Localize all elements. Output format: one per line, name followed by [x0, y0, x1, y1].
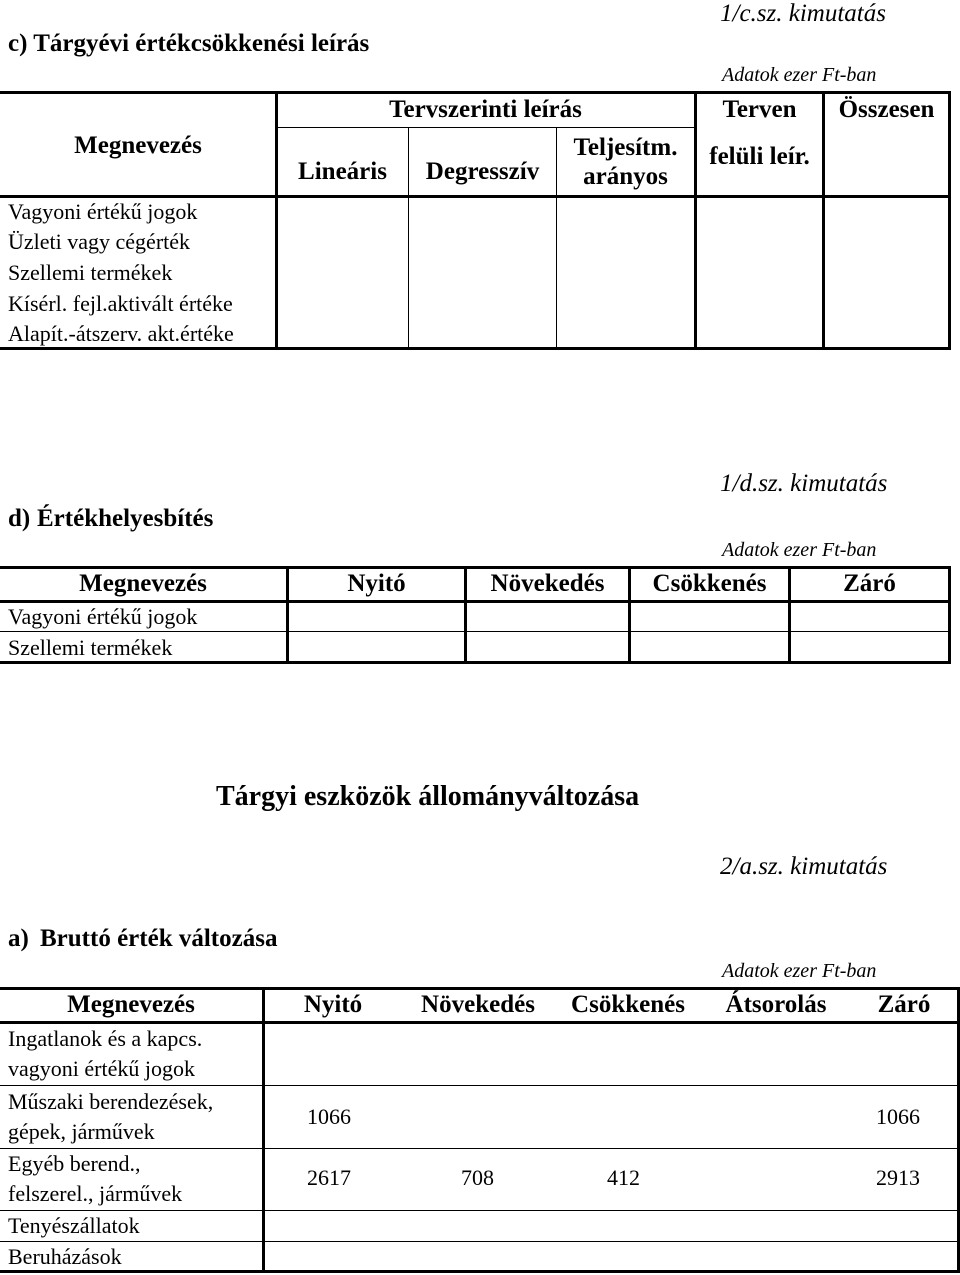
- table-2a-row-divider: [0, 1085, 960, 1086]
- section-c-unit: Adatok ezer Ft-ban: [722, 64, 877, 86]
- table-c-row-label: Üzleti vagy cégérték: [8, 229, 191, 254]
- section-2a-title: Bruttó érték változása: [40, 925, 278, 952]
- table-2a-row-label: Műszaki berendezések,: [8, 1089, 214, 1114]
- table-2a-cell-opening: 1066: [307, 1104, 351, 1129]
- table-c-header-unplanned-line1: Terven: [722, 96, 797, 123]
- table-2a-row-label: Tenyészállatok: [8, 1213, 140, 1238]
- table-c-header-performance-line2: arányos: [583, 163, 668, 190]
- table-2a-cell-increase: 708: [461, 1165, 494, 1190]
- table-2a-col-divider: [262, 987, 265, 1273]
- table-2a-row-label: felszerel., járművek: [8, 1181, 183, 1206]
- table-c-header-planned: Tervszerinti leírás: [389, 96, 582, 123]
- table-c-header-linear: Lineáris: [298, 158, 387, 185]
- table-d-header-opening: Nyitó: [347, 570, 406, 597]
- table-2a-row-label: vagyoni értékű jogok: [8, 1056, 195, 1081]
- table-2a-header-closing: Záró: [877, 991, 931, 1018]
- table-d-header-closing: Záró: [843, 570, 896, 597]
- section-2-ref: 2/a.sz. kimutatás: [720, 853, 888, 880]
- table-c-col-divider: [275, 91, 278, 350]
- table-d-row-divider: [0, 631, 951, 632]
- table-2a-header-opening: Nyitó: [303, 991, 363, 1018]
- section-c-ref: 1/c.sz. kimutatás: [720, 0, 886, 27]
- table-c-header-total: Összesen: [838, 96, 935, 123]
- table-2a-row-divider: [0, 1148, 960, 1149]
- table-c-row-label: Alapít.-átszerv. akt.értéke: [8, 321, 234, 346]
- table-2a-row-label: Egyéb berend.,: [8, 1151, 141, 1176]
- table-c-header-bottom: [0, 195, 951, 198]
- table-2a-header-increase: Növekedés: [421, 991, 535, 1018]
- table-2a-cell-closing: 2913: [876, 1165, 920, 1190]
- table-c-bottom-border: [0, 347, 951, 350]
- table-2a-header-decrease: Csökkenés: [571, 991, 685, 1018]
- table-c-row-label: Vagyoni értékű jogok: [8, 199, 198, 224]
- table-d-row-label: Vagyoni értékű jogok: [8, 604, 198, 629]
- table-d-header-bottom: [0, 600, 951, 603]
- table-c-right-border: [948, 91, 951, 350]
- table-c-row-label: Szellemi termékek: [8, 260, 173, 285]
- table-c-planned-divider: [277, 127, 694, 128]
- table-2a-bottom-border: [0, 1270, 960, 1273]
- table-d-row-label: Szellemi termékek: [8, 635, 173, 660]
- table-2a-row-divider: [0, 1241, 960, 1242]
- section-d-title: Értékhelyesbítés: [37, 505, 214, 532]
- section-d-ref: 1/d.sz. kimutatás: [720, 470, 888, 497]
- table-d-bottom-border: [0, 661, 951, 664]
- section-d-label: d): [8, 505, 31, 532]
- table-d-header-name: Megnevezés: [79, 570, 207, 597]
- table-c-header-unplanned-line2: felüli leír.: [709, 143, 810, 170]
- table-c-col-divider: [822, 91, 825, 350]
- table-c-col-divider: [694, 91, 697, 350]
- table-c-top-border: [0, 91, 951, 94]
- table-c-row-label: Kísérl. fejl.aktivált értéke: [8, 291, 233, 316]
- table-2a-header-name: Megnevezés: [67, 991, 195, 1018]
- table-d-right-border: [948, 566, 951, 664]
- table-2a-row-label: Ingatlanok és a kapcs.: [8, 1026, 203, 1051]
- section-2a-unit: Adatok ezer Ft-ban: [722, 960, 877, 982]
- table-d-header-increase: Növekedés: [490, 570, 605, 597]
- table-c-header-name: Megnevezés: [74, 132, 202, 159]
- section-c-title: c) Tárgyévi értékcsökkenési leírás: [8, 30, 370, 57]
- table-2a-row-label: Beruházások: [8, 1244, 122, 1269]
- table-c-header-performance-line1: Teljesítm.: [573, 134, 678, 161]
- table-2a-row-divider: [0, 1210, 960, 1211]
- table-2a-header-bottom: [0, 1021, 960, 1024]
- table-d-top-border: [0, 566, 951, 569]
- table-d-header-decrease: Csökkenés: [652, 570, 767, 597]
- section-2-title: Tárgyi eszközök állományváltozása: [216, 781, 640, 812]
- table-2a-row-label: gépek, járművek: [8, 1119, 155, 1144]
- table-2a-header-reclass: Átsorolás: [725, 991, 827, 1018]
- table-2a-top-border: [0, 987, 960, 990]
- table-2a-cell-decrease: 412: [607, 1165, 640, 1190]
- section-d-unit: Adatok ezer Ft-ban: [722, 539, 877, 561]
- table-2a-cell-closing: 1066: [876, 1104, 920, 1129]
- table-2a-cell-opening: 2617: [307, 1165, 351, 1190]
- table-c-header-degressive: Degresszív: [425, 158, 540, 185]
- section-2a-label: a): [8, 925, 29, 952]
